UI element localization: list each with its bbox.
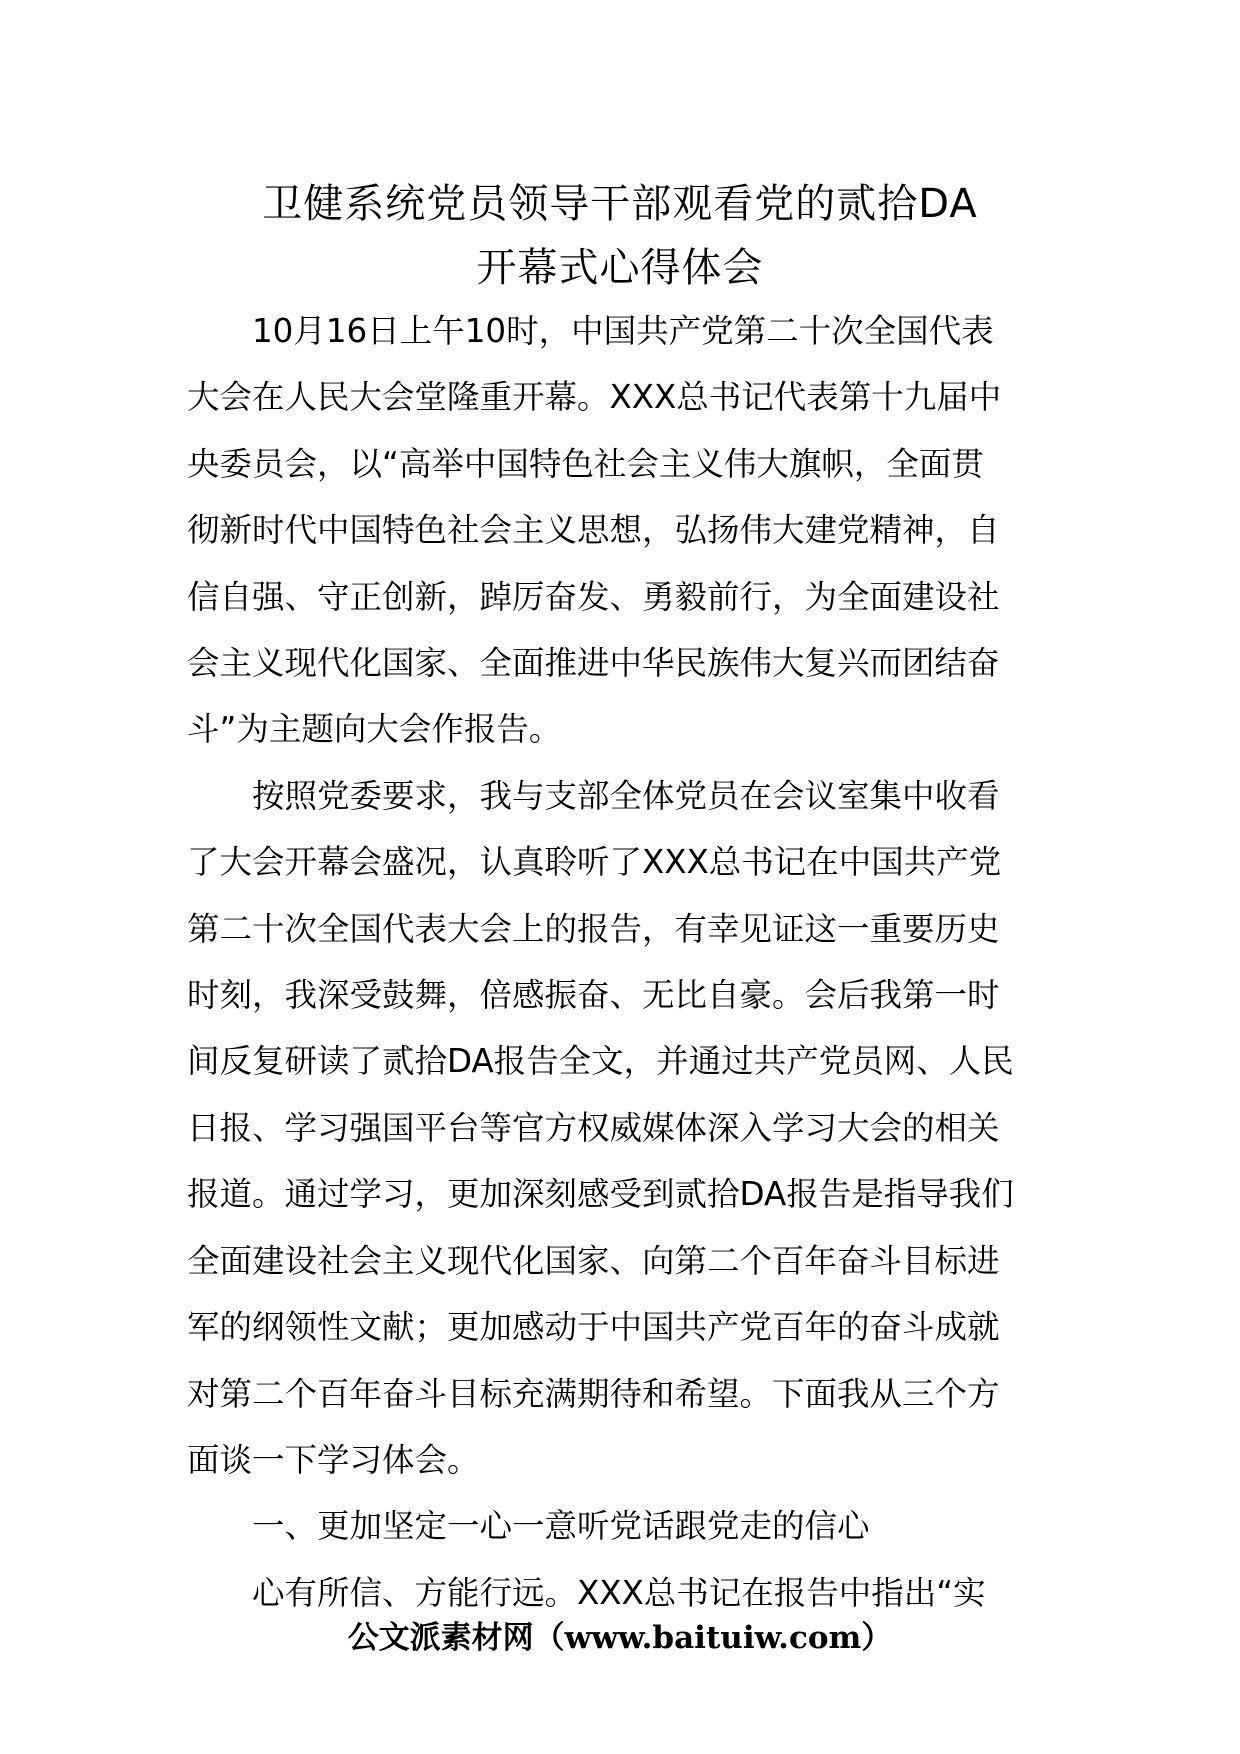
title-line-2: 开幕式心得体会	[476, 245, 764, 291]
section-heading-1	[187, 1493, 1053, 1559]
paragraph-2	[187, 763, 1053, 1493]
text-line: 心有所信、方能行远。XXX总书记在报告中指出“实	[252, 1573, 986, 1612]
document-title	[0, 172, 1240, 300]
text-line: 信自强、守正创新，踔厉奋发、勇毅前行，为全面建设社	[187, 577, 1000, 616]
text-line: 了大会开幕会盛况，认真聆听了XXX总书记在中国共产党	[187, 843, 1002, 882]
text-line: 日报、学习强国平台等官方权威媒体深入学习大会的相关	[187, 1108, 1000, 1147]
text-line: 时刻，我深受鼓舞，倍感振奋、无比自豪。会后我第一时	[187, 976, 1000, 1015]
document-body	[187, 298, 1053, 1626]
text-line: 斗”为主题向大会作报告。	[187, 710, 562, 749]
text-line: 对第二个百年奋斗目标充满期待和希望。下面我从三个方	[187, 1374, 1000, 1413]
heading-line: 一、更加坚定一心一意听党话跟党走的信心	[252, 1507, 870, 1546]
text-line: 大会在人民大会堂隆重开幕。XXX总书记代表第十九届中	[187, 378, 1002, 417]
text-line: 全面建设社会主义现代化国家、向第二个百年奋斗目标进	[187, 1241, 1000, 1280]
text-line: 第二十次全国代表大会上的报告，有幸见证这一重要历史	[187, 909, 1000, 948]
text-line: 10月16日上午10时，中国共产党第二十次全国代表	[252, 312, 994, 350]
text-line: 报道。通过学习，更加深刻感受到贰拾DA报告是指导我们	[187, 1175, 1014, 1214]
text-line: 彻新时代中国特色社会主义思想，弘扬伟大建党精神，自	[187, 511, 1000, 550]
text-line: 面谈一下学习体会。	[187, 1440, 480, 1479]
text-line: 军的纲领性文献；更加感动于中国共产党百年的奋斗成就	[187, 1308, 1000, 1347]
paragraph-1	[187, 298, 1053, 763]
text-line: 间反复研读了贰拾DA报告全文，并通过共产党员网、人民	[187, 1042, 1014, 1081]
text-line: 会主义现代化国家、全面推进中华民族伟大复兴而团结奋	[187, 644, 1000, 683]
text-line: 央委员会，以“高举中国特色社会主义伟大旗帜，全面贯	[187, 444, 984, 483]
footer-source-watermark: 公文派素材网（www.baituiw.com）	[347, 1620, 893, 1656]
title-line-1: 卫健系统党员领导干部观看党的贰拾DA	[262, 181, 978, 227]
text-line: 按照党委要求，我与支部全体党员在会议室集中收看	[252, 776, 1000, 815]
